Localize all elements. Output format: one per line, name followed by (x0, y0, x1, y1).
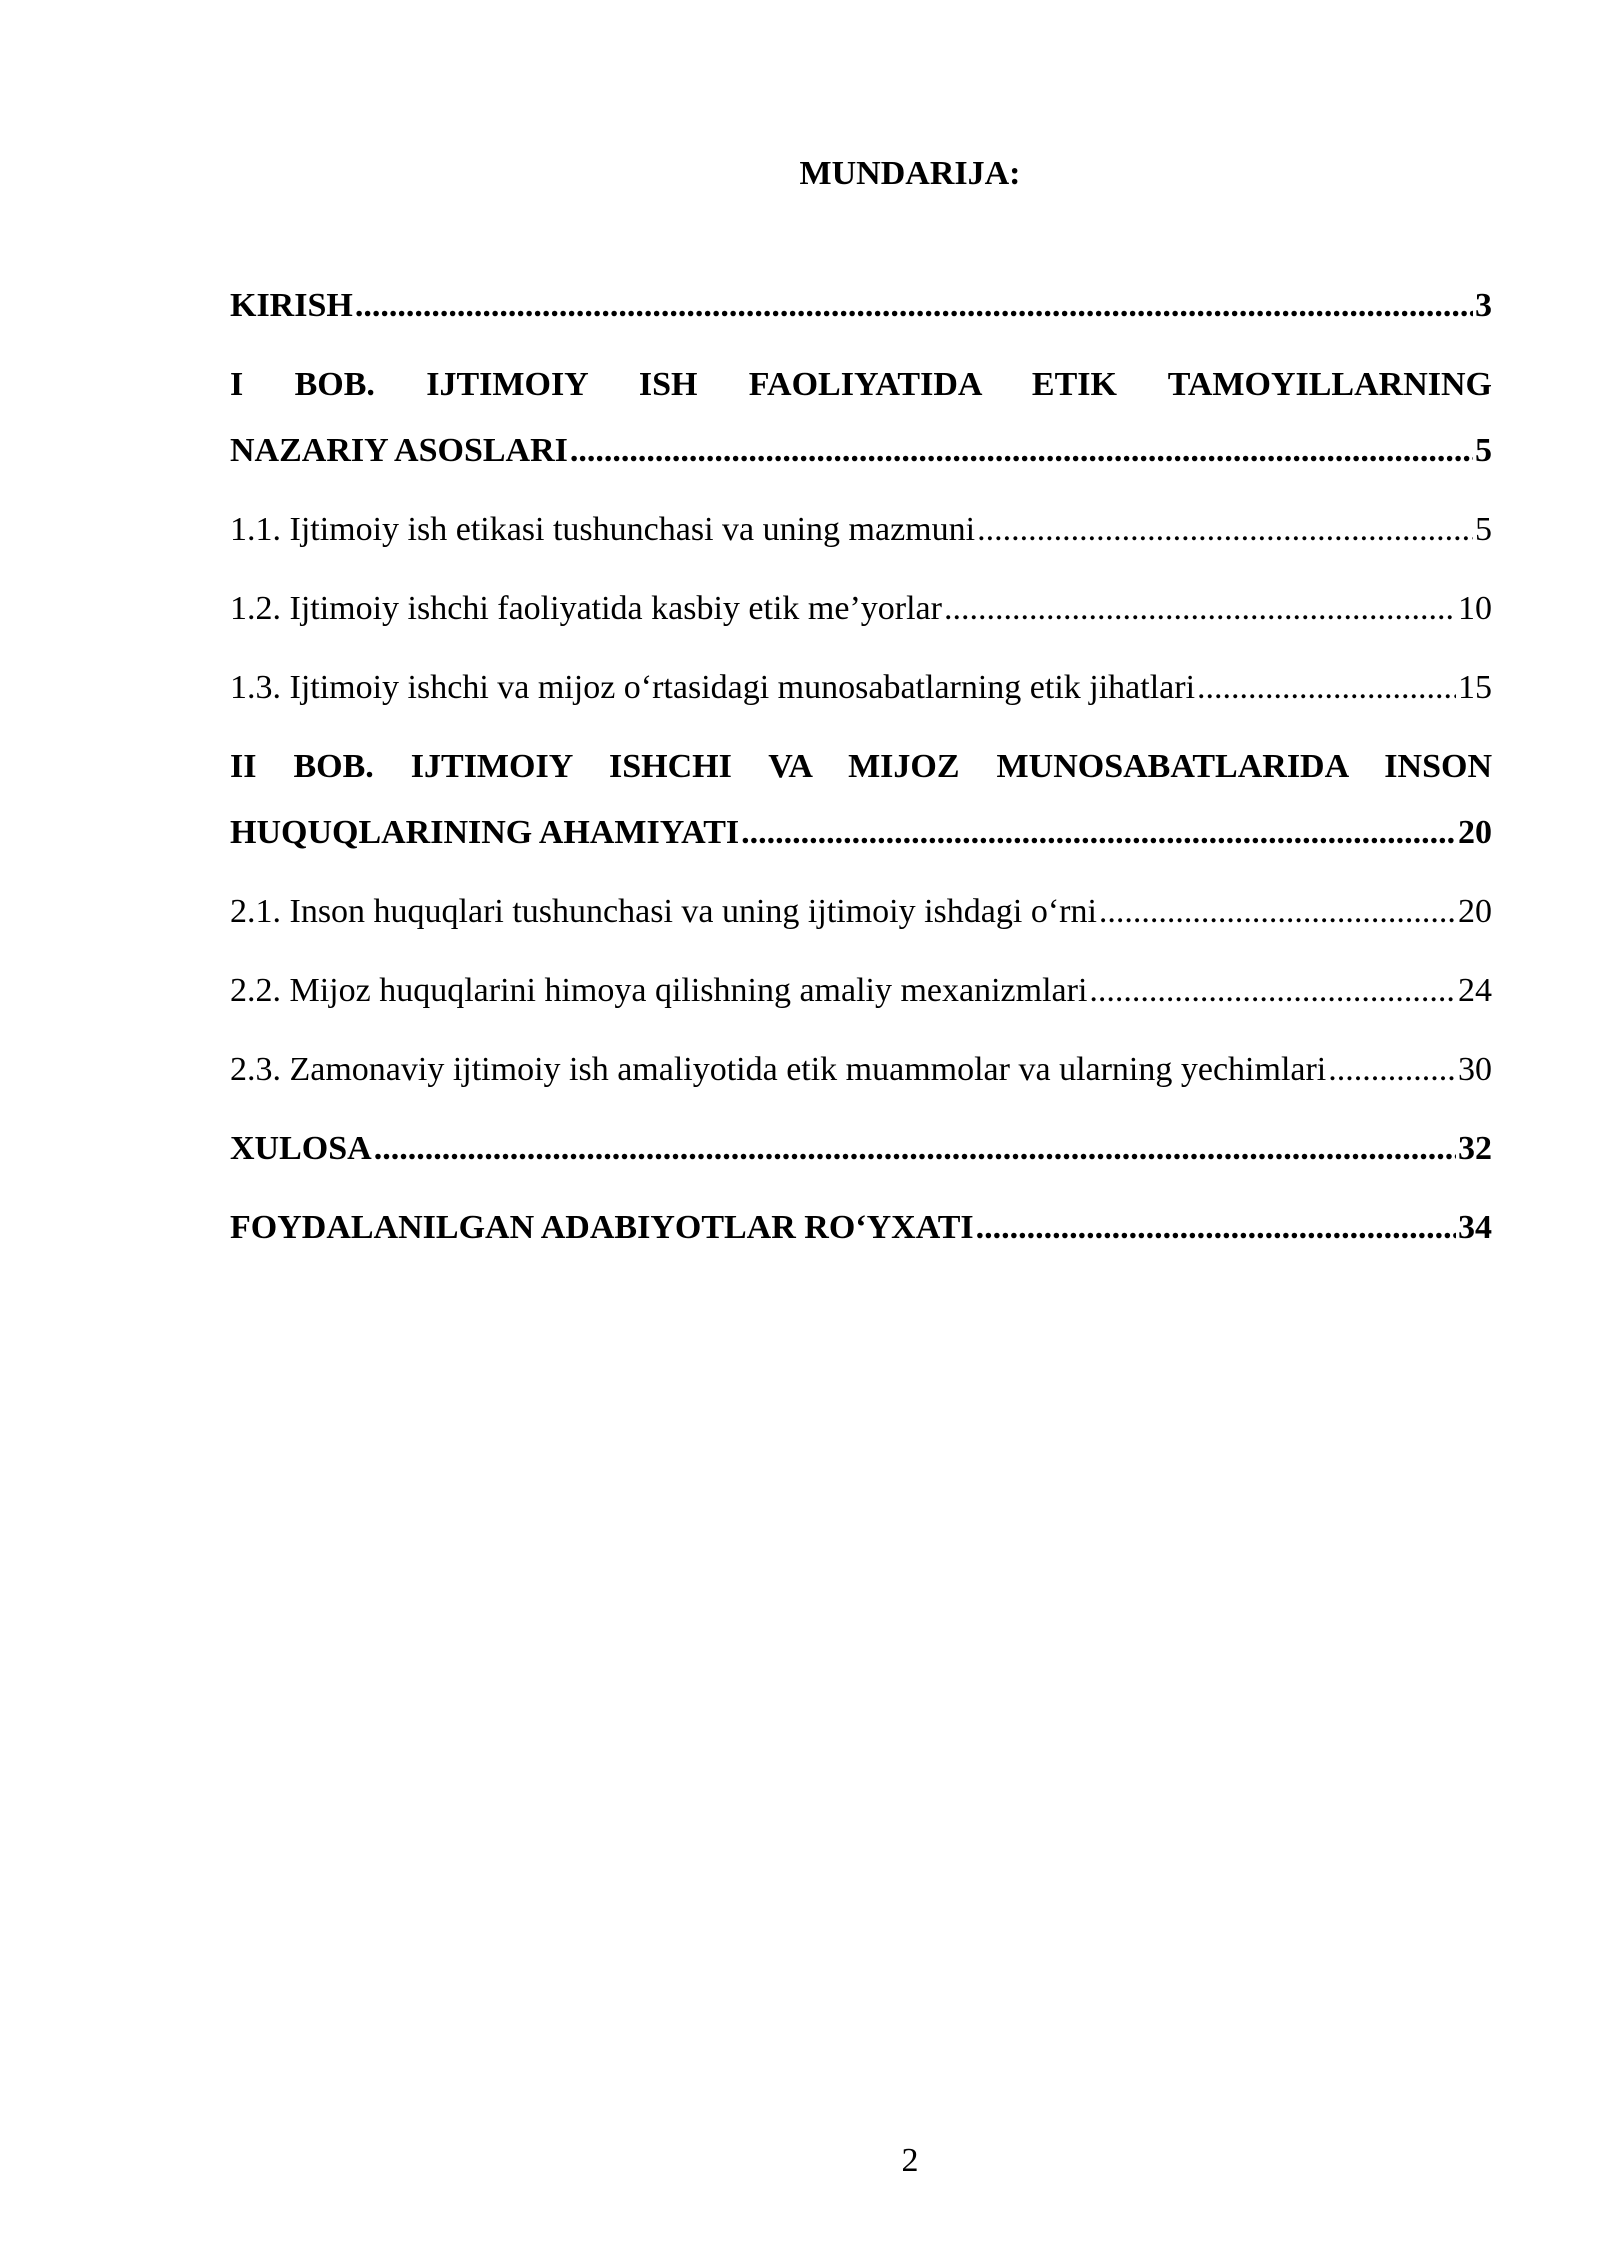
toc-entry-page: 20 (1458, 814, 1492, 851)
toc-entry-page: 10 (1458, 590, 1492, 627)
dot-leader (977, 504, 1473, 556)
toc-entry-label: 2.1. Inson huquqlari tushunchasi va uning ijtimoiy ishdagi o‘rni (230, 893, 1097, 930)
dot-leader (1328, 1044, 1456, 1096)
table-of-contents (230, 280, 1492, 1281)
toc-entry-label: 2.3. Zamonaviy ijtimoiy ish amaliyotida etik muammolar va ularning yechimlari (230, 1051, 1327, 1088)
toc-entry-page: 34 (1458, 1209, 1492, 1246)
toc-entry-label: XULOSA (230, 1130, 372, 1167)
toc-entry-kirish[interactable] (230, 280, 1492, 332)
toc-entry-page: 5 (1475, 511, 1492, 548)
toc-entry-section-1-3[interactable] (230, 662, 1492, 714)
toc-entry-section-2-1[interactable] (230, 886, 1492, 938)
toc-entry-label: FOYDALANILGAN ADABIYOTLAR RO‘YXATI (230, 1209, 974, 1246)
toc-entry-section-1-2[interactable] (230, 583, 1492, 635)
toc-entry-label: 1.1. Ijtimoiy ish etikasi tushunchasi va uning mazmuni (230, 511, 976, 548)
toc-entry-page: 20 (1458, 893, 1492, 930)
toc-entry-section-1-1[interactable] (230, 504, 1492, 556)
toc-entry-label: 2.2. Mijoz huquqlarini himoya qilishning amaliy mexanizmlari (230, 972, 1088, 1009)
toc-entry-label-line1: II BOB. IJTIMOIY ISHCHI VA MIJOZ MUNOSABATLARIDA INSON (230, 748, 1492, 785)
dot-leader (570, 425, 1473, 477)
toc-entry-page: 15 (1458, 669, 1492, 706)
dot-leader (944, 583, 1456, 635)
toc-entry-chapter-2[interactable] (230, 741, 1492, 859)
toc-entry-adabiyotlar[interactable] (230, 1202, 1492, 1254)
toc-title: MUNDARIJA: (799, 155, 1021, 192)
dot-leader (1197, 662, 1456, 714)
page-number: 2 (901, 2142, 919, 2179)
toc-entry-label-line2: HUQUQLARINING AHAMIYATI (230, 814, 740, 851)
dot-leader (976, 1202, 1456, 1254)
toc-entry-page: 30 (1458, 1051, 1492, 1088)
toc-entry-page: 3 (1475, 287, 1492, 324)
dot-leader (1099, 886, 1456, 938)
toc-entry-label: 1.3. Ijtimoiy ishchi va mijoz o‘rtasidagi munosabatlarning etik jihatlari (230, 669, 1196, 706)
dot-leader (1089, 965, 1456, 1017)
toc-entry-page: 24 (1458, 972, 1492, 1009)
toc-entry-label: 1.2. Ijtimoiy ishchi faoliyatida kasbiy etik me’yorlar (230, 590, 942, 627)
dot-leader (355, 280, 1473, 332)
toc-entry-page: 5 (1475, 432, 1492, 469)
toc-entry-section-2-2[interactable] (230, 965, 1492, 1017)
toc-entry-xulosa[interactable] (230, 1123, 1492, 1175)
dot-leader (374, 1123, 1456, 1175)
toc-entry-label-line1: I BOB. IJTIMOIY ISH FAOLIYATIDA ETIK TAMOYILLARNING (230, 366, 1492, 403)
toc-entry-label-line2: NAZARIY ASOSLARI (230, 432, 568, 469)
toc-entry-chapter-1[interactable] (230, 359, 1492, 477)
toc-entry-label: KIRISH (230, 287, 353, 324)
toc-entry-section-2-3[interactable] (230, 1044, 1492, 1096)
dot-leader (741, 807, 1456, 859)
toc-entry-page: 32 (1458, 1130, 1492, 1167)
